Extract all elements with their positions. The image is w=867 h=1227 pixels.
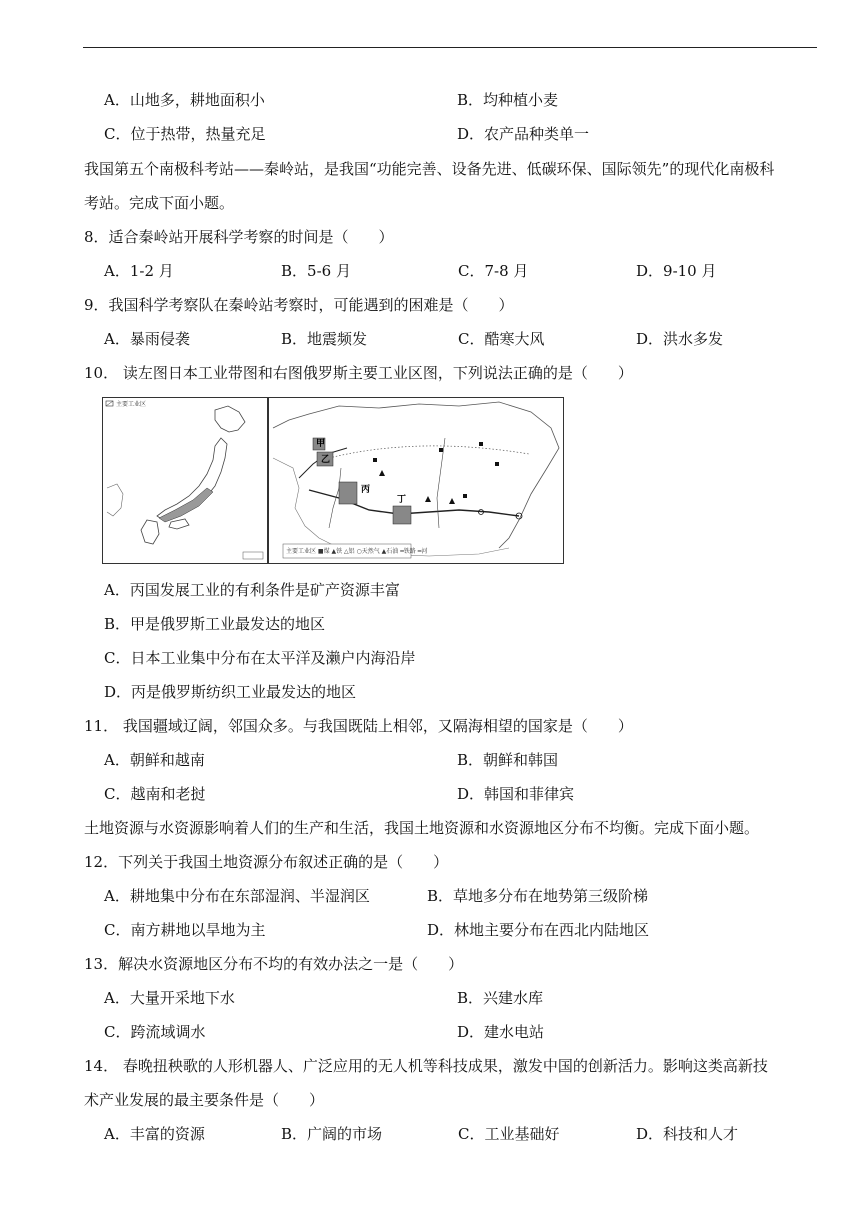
arctic-circle	[329, 446, 529, 458]
q14-option-b[interactable]: B．广阔的市场	[281, 1125, 383, 1143]
passage-qinling-line1: 我国第五个南极科考站——秦岭站，是我国“功能完善、设备先进、低碳环保、国际领先”的现代化南极科	[84, 160, 775, 178]
q7-option-d[interactable]: D．农产品种类单一	[457, 125, 590, 143]
q11-stem: 11． 我国疆域辽阔，邻国众多。与我国既陆上相邻，又隔海相望的国家是（ ）	[84, 717, 633, 735]
coal-marker	[373, 458, 377, 462]
russia-legend-text: 主要工业区 ■煤 ▲铁 △铝 ○天然气 ▲石油 ━铁路 ━河	[286, 548, 428, 555]
q10-option-c[interactable]: C．日本工业集中分布在太平洋及濑户内海沿岸	[104, 649, 416, 667]
q8-option-a[interactable]: A．1-2 月	[104, 262, 174, 280]
q10-option-b[interactable]: B．甲是俄罗斯工业最发达的地区	[104, 615, 326, 633]
russia-north-coast	[273, 402, 559, 548]
q14-option-a[interactable]: A．丰富的资源	[104, 1125, 205, 1143]
q13-option-a[interactable]: A．大量开采地下水	[104, 989, 235, 1007]
russia-south-border	[273, 458, 509, 556]
coal-marker	[463, 494, 467, 498]
coal-marker	[479, 442, 483, 446]
japan-scale-bar	[243, 552, 263, 559]
q7-option-a[interactable]: A．山地多，耕地面积小	[104, 91, 265, 109]
q7-option-b[interactable]: B．均种植小麦	[457, 91, 559, 109]
q9-option-c[interactable]: C．酷寒大风	[458, 330, 545, 348]
q10-stem: 10． 读左图日本工业带图和右图俄罗斯主要工业区图，下列说法正确的是（ ）	[84, 364, 633, 382]
q9-option-a[interactable]: A．暴雨侵袭	[104, 330, 190, 348]
q14-option-c[interactable]: C．工业基础好	[458, 1125, 560, 1143]
q12-option-c[interactable]: C．南方耕地以旱地为主	[104, 921, 266, 939]
hokkaido-outline	[215, 406, 245, 432]
iron-marker	[425, 496, 431, 502]
iron-marker	[449, 498, 455, 504]
q13-option-b[interactable]: B．兴建水库	[457, 989, 544, 1007]
q7-option-c[interactable]: C．位于热带，热量充足	[104, 125, 266, 143]
q9-option-b[interactable]: B．地震频发	[281, 330, 368, 348]
coal-marker	[439, 448, 443, 452]
japan-industry-map	[102, 397, 268, 564]
map-label-bing: 丙	[361, 485, 371, 495]
q8-stem: 8．适合秦岭站开展科学考察的时间是（ ）	[84, 228, 394, 246]
japan-legend-label: 主要工业区	[116, 401, 147, 408]
q11-option-d[interactable]: D．韩国和菲律宾	[457, 785, 575, 803]
q12-stem: 12．下列关于我国土地资源分布叙述正确的是（ ）	[84, 853, 449, 871]
russia-map-svg	[269, 398, 563, 563]
passage-qinling-line2: 考站。完成下面小题。	[84, 194, 235, 212]
q8-option-c[interactable]: C．7-8 月	[458, 262, 529, 280]
q10-option-d[interactable]: D．丙是俄罗斯纺织工业最发达的地区	[104, 683, 357, 701]
passage-land: 土地资源与水资源影响着人们的生产和生活，我国土地资源和水资源地区分布不均衡。完成下面小题。	[84, 819, 760, 837]
q12-option-d[interactable]: D．林地主要分布在西北内陆地区	[427, 921, 650, 939]
kyushu-outline	[141, 520, 159, 544]
japan-industrial-belt	[159, 488, 213, 522]
q14-option-d[interactable]: D．科技和人才	[636, 1125, 739, 1143]
q11-option-a[interactable]: A．朝鲜和越南	[104, 751, 205, 769]
header-rule	[83, 47, 817, 48]
q11-option-c[interactable]: C．越南和老挝	[104, 785, 206, 803]
map-label-ding: 丁	[397, 495, 407, 505]
industrial-region-ding	[393, 506, 411, 524]
q9-stem: 9．我国科学考察队在秦岭站考察时，可能遇到的困难是（ ）	[84, 296, 514, 314]
q13-option-c[interactable]: C．跨流域调水	[104, 1023, 206, 1041]
q11-option-b[interactable]: B．朝鲜和韩国	[457, 751, 559, 769]
q14-stem-line1: 14． 春晚扭秧歌的人形机器人、广泛应用的无人机等科技成果，激发中国的创新活力。影响这类高新技	[84, 1057, 768, 1075]
q8-option-b[interactable]: B．5-6 月	[281, 262, 351, 280]
oil-marker	[379, 470, 385, 476]
coal-marker	[495, 462, 499, 466]
q12-option-a[interactable]: A．耕地集中分布在东部湿润、半湿润区	[104, 887, 370, 905]
industrial-region-bing	[339, 482, 357, 504]
q13-option-d[interactable]: D．建水电站	[457, 1023, 545, 1041]
q14-stem-line2: 术产业发展的最主要条件是（ ）	[84, 1091, 325, 1109]
shikoku-outline	[169, 519, 189, 529]
map-label-jia: 甲	[316, 439, 326, 449]
q10-option-a[interactable]: A．丙国发展工业的有利条件是矿产资源丰富	[104, 581, 400, 599]
map-label-yi: 乙	[321, 455, 331, 465]
japan-map-svg	[103, 398, 267, 563]
q13-stem: 13．解决水资源地区分布不均的有效办法之一是（ ）	[84, 955, 464, 973]
korea-coast	[107, 484, 123, 516]
q9-option-d[interactable]: D．洪水多发	[636, 330, 724, 348]
russia-industry-map	[268, 397, 564, 564]
q8-option-d[interactable]: D．9-10 月	[636, 262, 717, 280]
q12-option-b[interactable]: B．草地多分布在地势第三级阶梯	[427, 887, 649, 905]
